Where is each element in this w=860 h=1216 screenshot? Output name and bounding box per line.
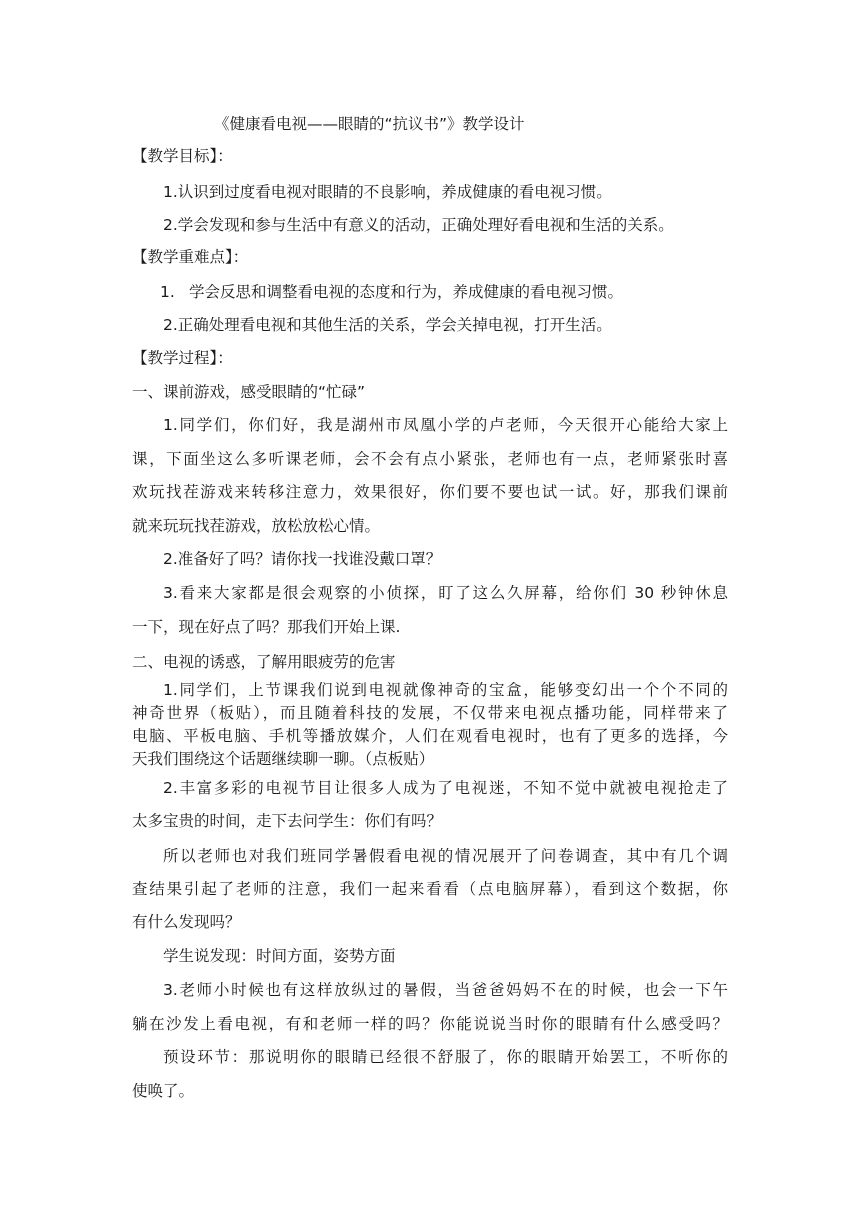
section-1-heading: 一、课前游戏，感受眼睛的“忙碌” xyxy=(132,383,366,401)
section-2-paragraph-2-line-1: 2.丰富多彩的电视节目让很多人成为了电视迷，不知不觉中就被电视抢走了 xyxy=(163,779,728,797)
section-1-paragraph-1-line-1: 1.同学们，你们好，我是湖州市凤凰小学的卢老师，今天很开心能给大家上 xyxy=(163,416,728,434)
section-2-paragraph-6-line-2: 使唤了。 xyxy=(132,1082,195,1100)
section-2-paragraph-1-line-2: 神奇世界（板贴），而且随着科技的发展，不仅带来电视点播功能，同样带来了 xyxy=(132,704,728,722)
section-2-heading: 二、电视的诱惑，了解用眼疲劳的危害 xyxy=(132,653,396,671)
section-2-paragraph-1-line-3: 电脑、平板电脑、手机等播放媒介，人们在观看电视时，也有了更多的选择，今 xyxy=(132,727,728,745)
section-1-paragraph-3-line-1: 3.看来大家都是很会观察的小侦探，盯了这么久屏幕，给你们 30 秒钟休息 xyxy=(163,584,728,602)
process-heading: 【教学过程】： xyxy=(132,349,233,367)
section-1-paragraph-1-line-4: 就来玩玩找茬游戏，放松放松心情。 xyxy=(132,517,381,535)
key-points-heading: 【教学重难点】： xyxy=(132,248,249,266)
key-point-1-text: 学会反思和调整看电视的态度和行为，养成健康的看电视习惯。 xyxy=(189,283,624,301)
key-point-1-number: 1. xyxy=(160,283,175,301)
section-2-paragraph-4: 学生说发现：时间方面，姿势方面 xyxy=(163,947,396,965)
section-2-paragraph-5-line-1: 3.老师小时候也有这样放纵过的暑假，当爸爸妈妈不在的时候，也会一下午 xyxy=(163,981,728,999)
section-2-paragraph-5-line-2: 躺在沙发上看电视，有和老师一样的吗？你能说说当时你的眼睛有什么感受吗？ xyxy=(132,1015,728,1033)
document-title: 《健康看电视——眼睛的“抗议书”》教学设计 xyxy=(214,115,525,133)
key-point-2: 2.正确处理看电视和其他生活的关系，学会关掉电视，打开生活。 xyxy=(163,316,612,334)
section-1-paragraph-2: 2.准备好了吗？请你找一找谁没戴口罩？ xyxy=(163,550,442,568)
objective-item-1: 1.认识到过度看电视对眼睛的不良影响，养成健康的看电视习惯。 xyxy=(163,183,612,201)
objectives-heading: 【教学目标】： xyxy=(132,147,233,165)
objective-item-2: 2.学会发现和参与生活中有意义的活动，正确处理好看电视和生活的关系。 xyxy=(163,216,674,234)
section-2-paragraph-2-line-2: 太多宝贵的时间，走下去问学生：你们有吗？ xyxy=(132,812,443,830)
section-1-paragraph-1-line-2: 课，下面坐这么多听课老师，会不会有点小紧张，老师也有一点，老师紧张时喜 xyxy=(132,450,728,468)
section-2-paragraph-3-line-1: 所以老师也对我们班同学暑假看电视的情况展开了问卷调查，其中有几个调 xyxy=(163,847,728,865)
section-2-paragraph-1-line-4: 天我们围绕这个话题继续聊一聊。（点板贴） xyxy=(132,750,435,768)
section-1-paragraph-3-line-2: 一下，现在好点了吗？那我们开始上课. xyxy=(132,618,401,636)
section-2-paragraph-1-line-1: 1.同学们，上节课我们说到电视就像神奇的宝盒，能够变幻出一个个不同的 xyxy=(163,681,728,699)
section-2-paragraph-3-line-3: 有什么发现吗？ xyxy=(132,913,241,931)
section-1-paragraph-1-line-3: 欢玩找茬游戏来转移注意力，效果很好，你们要不要也试一试。好，那我们课前 xyxy=(132,483,728,501)
section-2-paragraph-6-line-1: 预设环节：那说明你的眼睛已经很不舒服了，你的眼睛开始罢工，不听你的 xyxy=(163,1048,728,1066)
section-2-paragraph-3-line-2: 查结果引起了老师的注意，我们一起来看看（点电脑屏幕），看到这个数据，你 xyxy=(132,880,728,898)
